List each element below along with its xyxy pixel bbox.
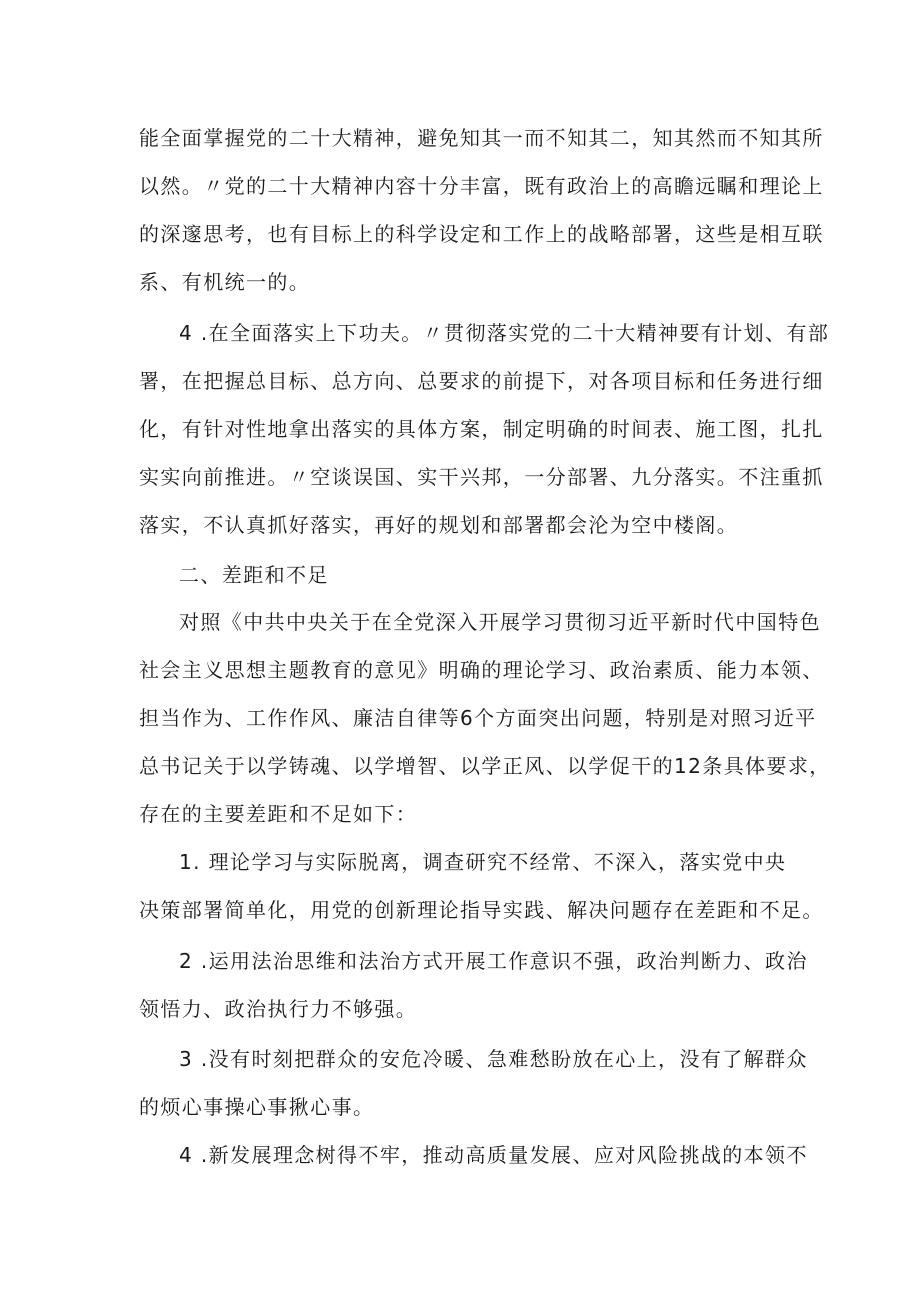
text-line: 社会主义思想主题教育的意见》明确的理论学习、政治素质、能力本领、 bbox=[139, 658, 824, 682]
paragraph-6 bbox=[139, 1035, 808, 1131]
text-line: 4 .在全面落实上下功夫。〃贯彻落实党的二十大精神要有计划、有部 bbox=[179, 321, 830, 345]
text-line: 4 .新发展理念树得不牢，推动高质量发展、应对风险挑战的本领不 bbox=[179, 1143, 808, 1167]
text-line: 决策部署简单化，用党的创新理论指导实践、解决问题存在差距和不足。 bbox=[139, 898, 824, 922]
text-line: 的烦心事操心事揪心事。 bbox=[139, 1095, 375, 1119]
paragraph-2 bbox=[139, 309, 830, 549]
text-line: 能全面掌握党的二十大精神，避免知其一而不知其二，知其然而不知其所 bbox=[139, 126, 824, 150]
text-line: 1. 理论学习与实际脱离，调查研究不经常、不深入，落实党中央 bbox=[179, 850, 787, 874]
text-line: 系、有机统一的。 bbox=[139, 270, 311, 294]
text-line: 总书记关于以学铸魂、以学增智、以学正风、以学促干的12条具体要求， bbox=[139, 754, 831, 778]
paragraph-5 bbox=[139, 937, 808, 1033]
text-line: 担当作为、工作作风、廉洁自律等6个方面突出问题，特别是对照习近平 bbox=[139, 706, 817, 730]
text-line: 落实，不认真抓好落实，再好的规划和部署都会沦为空中楼阁。 bbox=[139, 513, 739, 537]
paragraph-3 bbox=[139, 598, 831, 838]
paragraph-7 bbox=[139, 1131, 808, 1179]
text-line: 3 .没有时刻把群众的安危冷暖、急难愁盼放在心上，没有了解群众 bbox=[179, 1047, 808, 1071]
text-line: 署，在把握总目标、总方向、总要求的前提下，对各项目标和任务进行细 bbox=[139, 369, 824, 393]
text-line: 化，有针对性地拿出落实的具体方案，制定明确的时间表、施工图，扎扎 bbox=[139, 417, 824, 441]
paragraph-4 bbox=[139, 838, 824, 934]
section-heading: 二、差距和不足 bbox=[179, 563, 329, 587]
text-line: 实实向前推进。〃空谈误国、实干兴邦，一分部署、九分落实。不注重抓 bbox=[139, 465, 824, 489]
text-line: 2 .运用法治思维和法治方式开展工作意识不强，政治判断力、政治 bbox=[179, 949, 808, 973]
text-line: 存在的主要差距和不足如下： bbox=[139, 802, 418, 826]
text-line: 的深邃思考，也有目标上的科学设定和工作上的战略部署，这些是相互联 bbox=[139, 222, 824, 246]
text-line: 领悟力、政治执行力不够强。 bbox=[139, 997, 418, 1021]
text-line: 以然。〃党的二十大精神内容十分丰富，既有政治上的高瞻远瞩和理论上 bbox=[139, 174, 824, 198]
text-line: 对照《中共中央关于在全党深入开展学习贯彻习近平新时代中国特色 bbox=[179, 610, 821, 634]
paragraph-1 bbox=[139, 114, 824, 306]
